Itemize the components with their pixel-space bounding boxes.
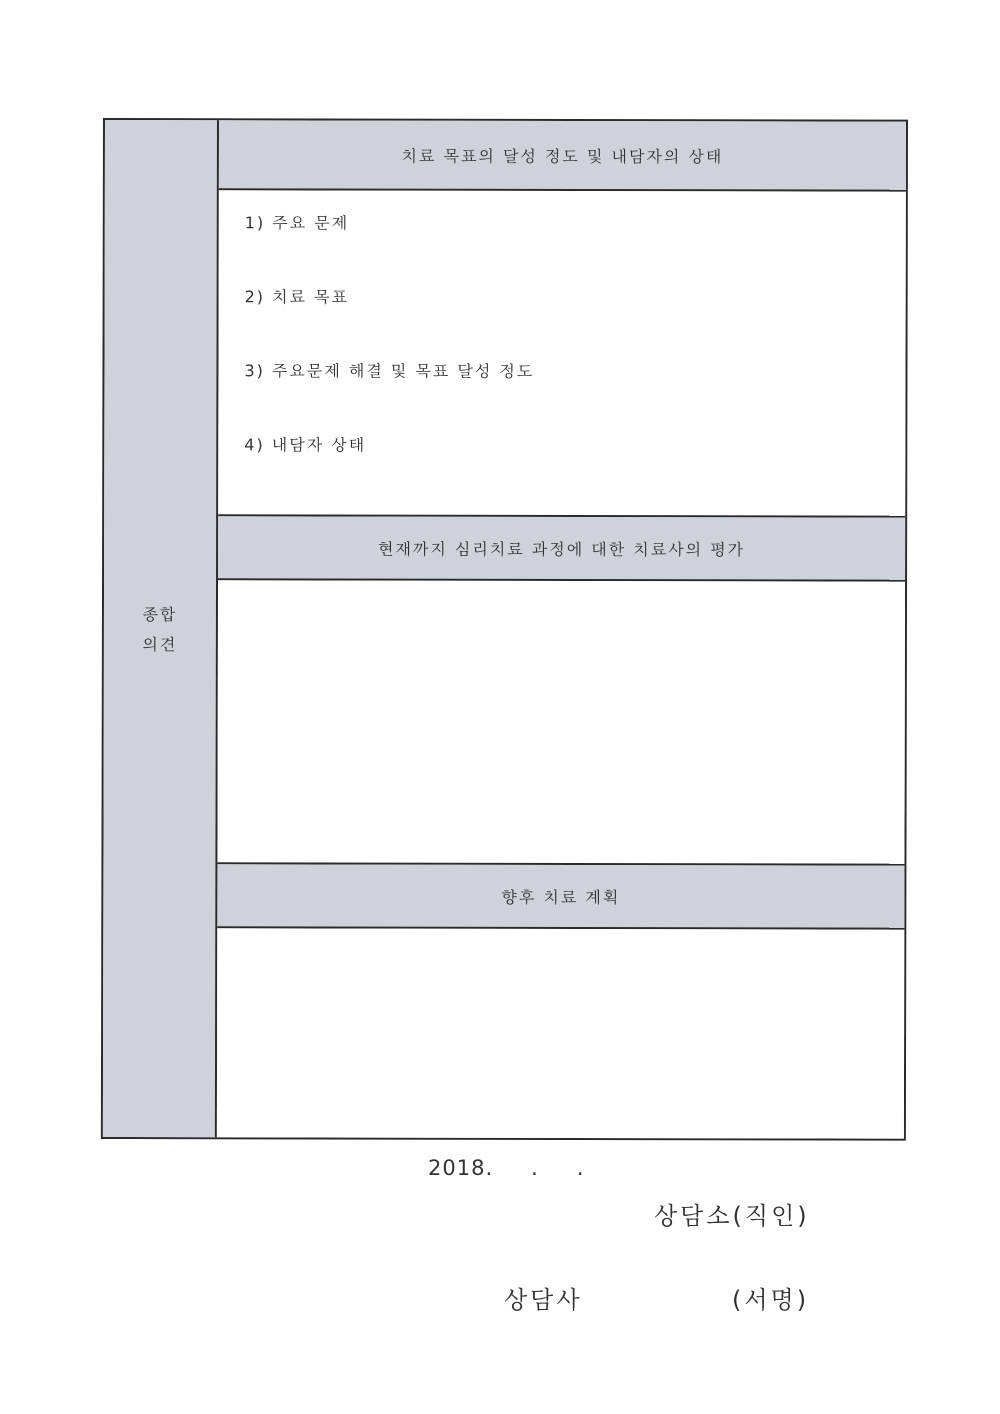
date-year: 2018. (428, 1156, 494, 1180)
item-main-problem: 1) 주요 문제 (244, 213, 350, 233)
section-header-goal-achievement: 치료 목표의 달성 정도 및 내담자의 상태 (219, 120, 906, 191)
section-header-future-plan: 향후 치료 계획 (217, 864, 904, 929)
section-body-goal-achievement[interactable] (218, 190, 906, 517)
section-body-therapist-evaluation[interactable] (217, 580, 905, 865)
left-label-line2: 의견 (142, 635, 178, 655)
summary-opinion-label (104, 600, 216, 660)
section-header-therapist-evaluation: 현재까지 심리치료 과정에 대한 치료사의 평가 (218, 516, 905, 581)
signature-label: (서명) (732, 1286, 810, 1314)
date-month-dot: . (531, 1156, 539, 1180)
item-problem-resolution: 3) 주요문제 해결 및 목표 달성 정도 (244, 361, 535, 381)
date-line (428, 1156, 585, 1180)
counselor-label: 상담사 (504, 1286, 583, 1314)
summary-opinion-table (101, 118, 908, 1141)
item-client-status: 4) 내담자 상태 (244, 435, 367, 455)
section-body-future-plan[interactable] (217, 928, 904, 1138)
date-day-dot: . (576, 1156, 585, 1180)
center-seal-label: 상담소(직인) (654, 1202, 810, 1230)
item-treatment-goal: 2) 치료 목표 (244, 287, 350, 307)
left-label-line1: 종합 (142, 605, 178, 625)
left-label-column (103, 120, 219, 1137)
right-content-column (217, 120, 906, 1138)
